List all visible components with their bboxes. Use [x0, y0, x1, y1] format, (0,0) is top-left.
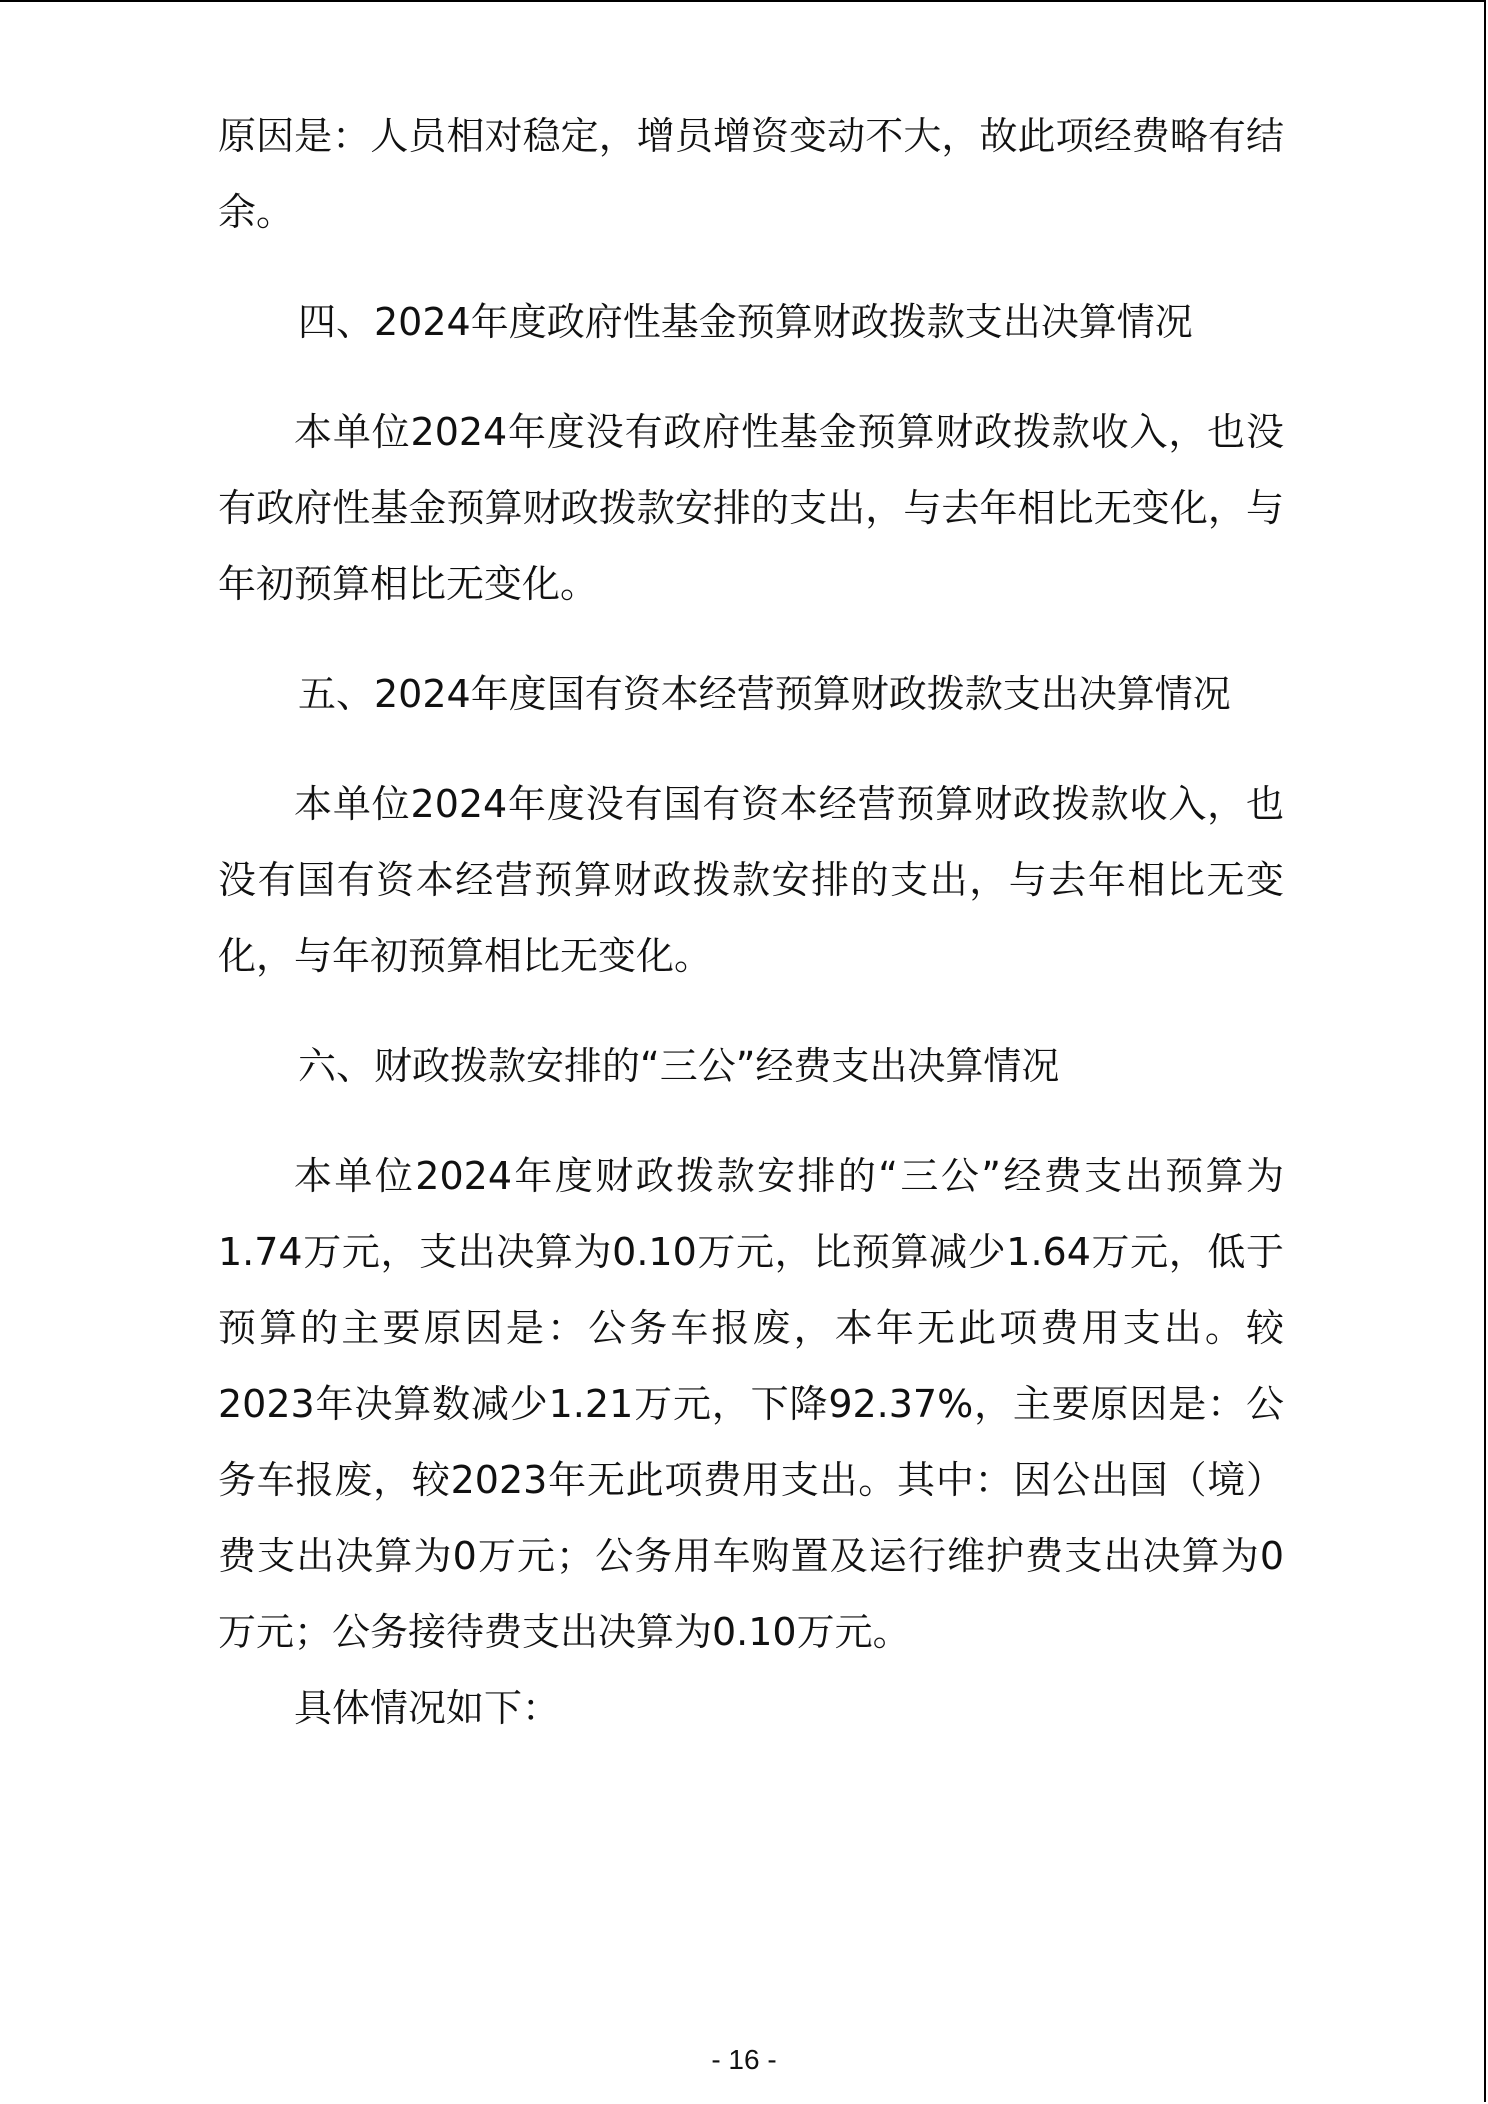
section-body-5: 本单位2024年度没有国有资本经营预算财政拨款收入，也没有国有资本经营预算财政拨款安排的支出，与去年相比无变化，与年初预算相比无变化。: [218, 782, 1284, 978]
spacer: [218, 622, 1284, 656]
spacer: [218, 732, 1284, 766]
details-intro: 具体情况如下：: [294, 1686, 561, 1730]
section-heading-5: 五、2024年度国有资本经营预算财政拨款支出决算情况: [298, 672, 1231, 716]
spacer: [218, 1104, 1284, 1138]
spacer: [218, 250, 1284, 284]
section-body-4: 本单位2024年度没有政府性基金预算财政拨款收入，也没有政府性基金预算财政拨款安排的支出，与去年相比无变化，与年初预算相比无变化。: [218, 410, 1284, 606]
section-heading-6: 六、财政拨款安排的“三公”经费支出决算情况: [298, 1044, 1060, 1088]
section-heading-4: 四、2024年度政府性基金预算财政拨款支出决算情况: [298, 300, 1193, 344]
spacer: [218, 360, 1284, 394]
document-body: [218, 98, 1284, 1746]
spacer: [218, 994, 1284, 1028]
section-body-6: 本单位2024年度财政拨款安排的“三公”经费支出预算为1.74万元，支出决算为0.10万元，比预算减少1.64万元，低于预算的主要原因是：公务车报废，本年无此项费用支出。较2023年决算数减少1.21万元，下降92.37%，主要原因是：公务车报废，较2023年无此项费用支出。其中：因公出国（境）费支出决算为0万元；公务用车购置及运行维护费支出决算为0万元；公务接待费支出决算为0.10万元。: [218, 1154, 1284, 1654]
page-number: - 16 -: [711, 2044, 777, 2075]
paragraph-continued: 原因是：人员相对稳定，增员增资变动不大，故此项经费略有结余。: [218, 114, 1284, 234]
